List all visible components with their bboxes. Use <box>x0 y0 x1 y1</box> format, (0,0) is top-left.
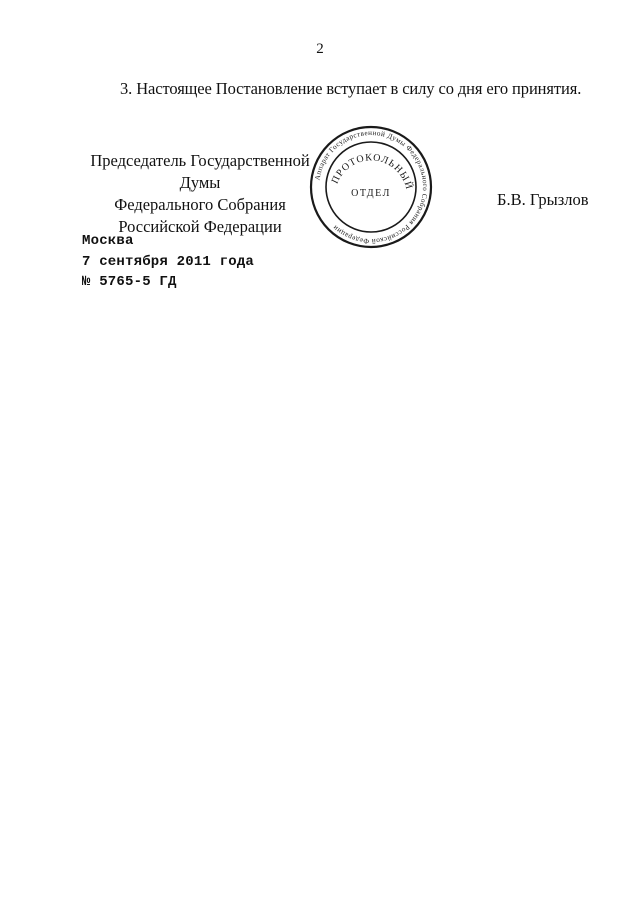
signatory-title <box>70 150 330 238</box>
seal-center-text: ОТДЕЛ <box>351 188 391 199</box>
page-number: 2 <box>316 41 324 57</box>
footer-city: Москва <box>82 233 134 249</box>
seal-inner-text: ПРОТОКОЛЬНЫЙ <box>329 152 415 192</box>
svg-text:ПРОТОКОЛЬНЫЙ <box>330 152 416 191</box>
official-seal-stamp <box>306 122 436 252</box>
clause-text: 3. Настоящее Постановление вступает в силу со дня его принятия. <box>120 79 582 98</box>
signatory-title-line: Федерального Собрания <box>114 195 286 214</box>
signatory-title-line: Российской Федерации <box>118 217 282 236</box>
signatory-title-line: Председатель Государственной Думы <box>90 151 310 192</box>
seal-icon <box>306 122 436 252</box>
signer-name: Б.В. Грызлов <box>497 190 589 209</box>
footer-reg-number: № 5765-5 ГД <box>82 274 177 290</box>
footer-date: 7 сентября 2011 года <box>82 254 255 270</box>
seal-outer-text: Аппарат Государственной Думы Федерального Собрания Российской Федерации <box>313 128 430 246</box>
